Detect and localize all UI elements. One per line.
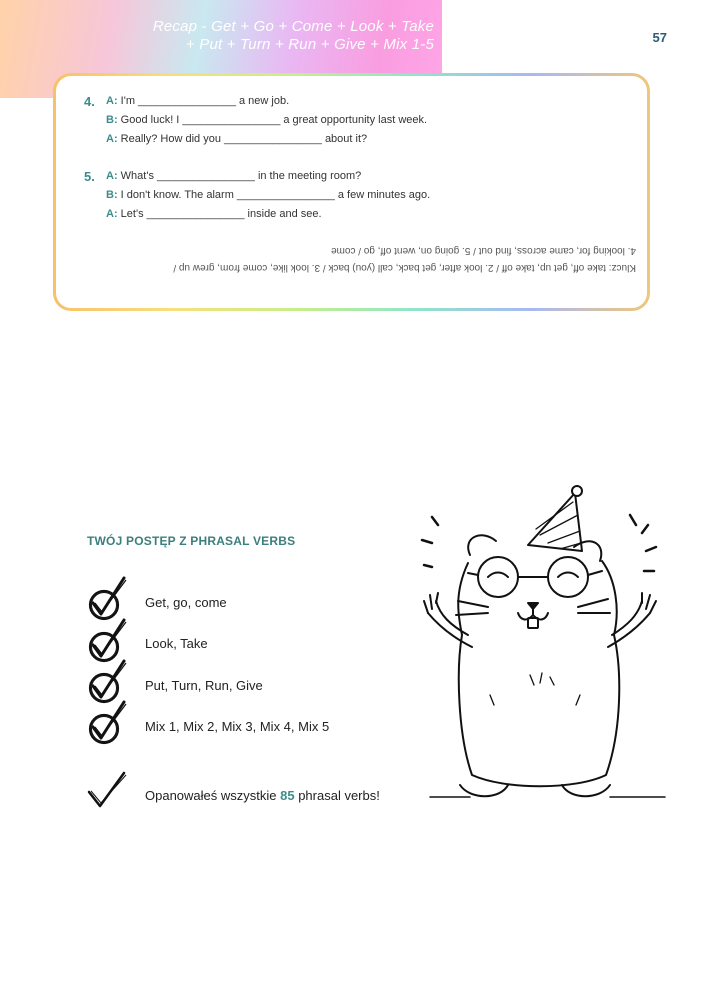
dialogue-text: What's ________________ in the meeting room? <box>120 170 362 182</box>
chapter-title-line-1: Recap - Get + Go + Come + Look + Take <box>152 18 434 35</box>
dialogue-text: I'm ________________ a new job. <box>120 95 290 107</box>
checked-circle-icon <box>86 699 131 751</box>
answer-key-upside-down <box>70 242 636 276</box>
party-hamster-illustration <box>410 485 675 805</box>
exercise-number: 4. <box>84 94 95 109</box>
checkmark-icon <box>86 770 131 812</box>
dialogue-line <box>106 208 322 220</box>
exercise-card <box>56 76 647 308</box>
progress-final-label <box>145 788 380 803</box>
exercise-number: 5. <box>84 169 95 184</box>
dialogue-line <box>106 95 289 107</box>
progress-item-label: Look, Take <box>145 636 208 651</box>
dialogue-line <box>106 170 361 182</box>
dialogue-line <box>106 114 427 126</box>
speaker-label: A: <box>106 95 118 107</box>
speaker-label: B: <box>106 114 118 126</box>
exercise-card-border <box>53 73 650 311</box>
final-text-before: Opanowałeś wszystkie <box>145 788 281 803</box>
progress-item-label: Get, go, come <box>145 595 227 610</box>
progress-item-label: Mix 1, Mix 2, Mix 3, Mix 4, Mix 5 <box>145 719 330 734</box>
dialogue-text: Let's ________________ inside and see. <box>120 208 322 220</box>
answer-key-line-2: 4. looking for, came across, find out / 5. going on, went off, go / come <box>331 245 636 256</box>
progress-item-label: Put, Turn, Run, Give <box>145 678 263 693</box>
dialogue-line <box>106 189 430 201</box>
progress-title: TWÓJ POSTĘP Z PHRASAL VERBS <box>87 534 296 548</box>
dialogue-line <box>106 133 367 145</box>
chapter-title <box>153 18 434 54</box>
phrasal-verb-count: 85 <box>280 788 295 803</box>
page-number: 57 <box>652 30 667 45</box>
dialogue-text: Really? How did you ________________ about it? <box>120 133 368 145</box>
speaker-label: B: <box>106 189 118 201</box>
dialogue-text: Good luck! I ________________ a great opportunity last week. <box>120 114 428 126</box>
speaker-label: A: <box>106 133 118 145</box>
speaker-label: A: <box>106 170 118 182</box>
chapter-title-line-2: + Put + Turn + Run + Give + Mix 1-5 <box>185 36 434 53</box>
speaker-label: A: <box>106 208 118 220</box>
final-text-after: phrasal verbs! <box>294 788 380 803</box>
dialogue-text: I don't know. The alarm ________________ a few minutes ago. <box>120 189 431 201</box>
answer-key-line-1: Klucz: take off, get up, take off / 2. look after, get back, call (you) back / 3. look like, come from, grew up / <box>173 262 636 273</box>
